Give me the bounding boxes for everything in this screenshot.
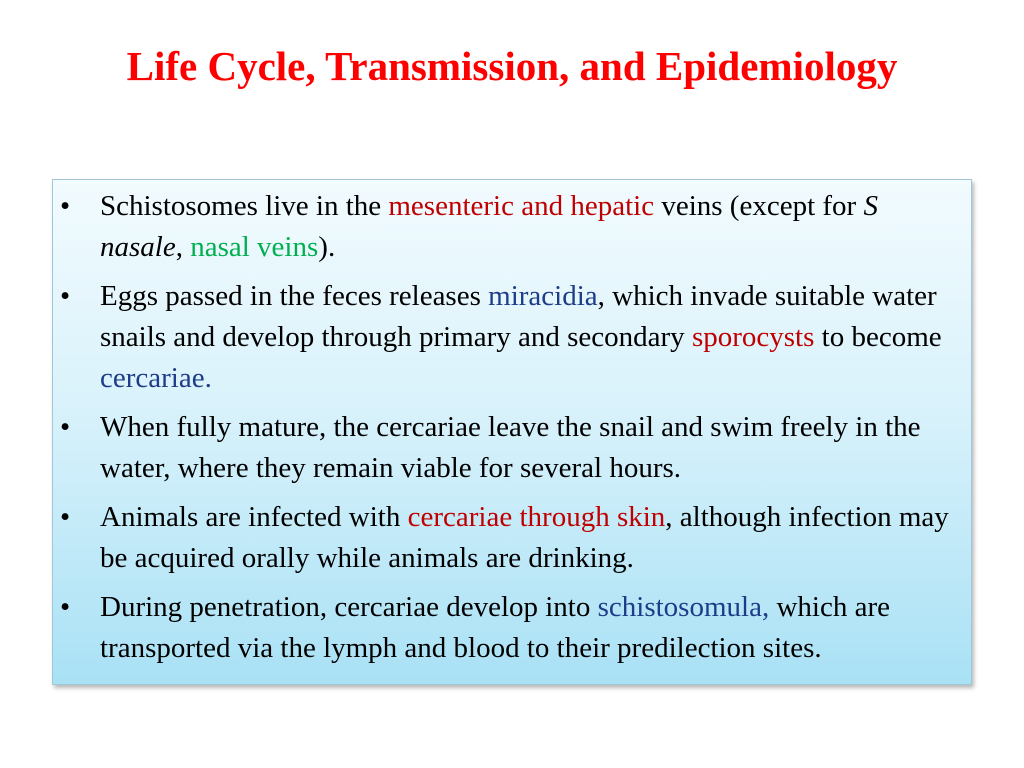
bullet-text-segment: When fully mature, the cercariae leave the snail and swim freely in the water, where they remain viable for several hours. [100,411,921,484]
bullet-mark: • [60,501,71,533]
bullet-item-2 [52,276,972,399]
bullet-text-segment: , although infection may be acquired orally while animals are drinking. [100,501,949,574]
bullet-text-segment: to become [814,321,942,353]
bullet-text-segment: , [175,231,191,263]
bullet-text-segment: veins (except for [654,190,864,222]
bullet-text-segment: ). [318,231,336,263]
bullet-text-segment: cercariae. [100,362,212,394]
bullet-text-segment: schistosomula, [597,591,770,623]
bullet-item-3 [52,407,972,489]
bullet-text-segment: Eggs passed in the feces releases [100,280,489,312]
bullet-item-1 [52,186,972,268]
bullet-text-segment: cercariae through skin [407,501,666,533]
bullet-text-segment: sporocysts [691,321,815,353]
bullet-item-5 [52,587,972,669]
slide-title: Life Cycle, Transmission, and Epidemiology [126,43,898,89]
bullet-text-segment: miracidia [488,280,598,312]
bullet-text-segment: , which invade suitable water snails and develop through primary and secondary [100,280,937,353]
bullet-list [52,186,972,677]
bullet-mark: • [60,190,71,222]
bullet-text-segment: Animals are infected with [100,501,408,533]
bullet-mark: • [60,411,71,443]
bullet-text-segment: Schistosomes live in the [100,190,389,222]
bullet-item-4 [52,497,972,579]
bullet-text-segment: mesenteric and hepatic [388,190,655,222]
bullet-mark: • [60,280,71,312]
bullet-text-segment: During penetration, cercariae develop into [100,591,598,623]
bullet-text-segment: S nasale [100,190,878,263]
bullet-mark: • [60,591,71,623]
bullet-text-segment: nasal veins [190,231,319,263]
bullet-text-segment: which are transported via the lymph and blood to their predilection sites. [100,591,890,664]
